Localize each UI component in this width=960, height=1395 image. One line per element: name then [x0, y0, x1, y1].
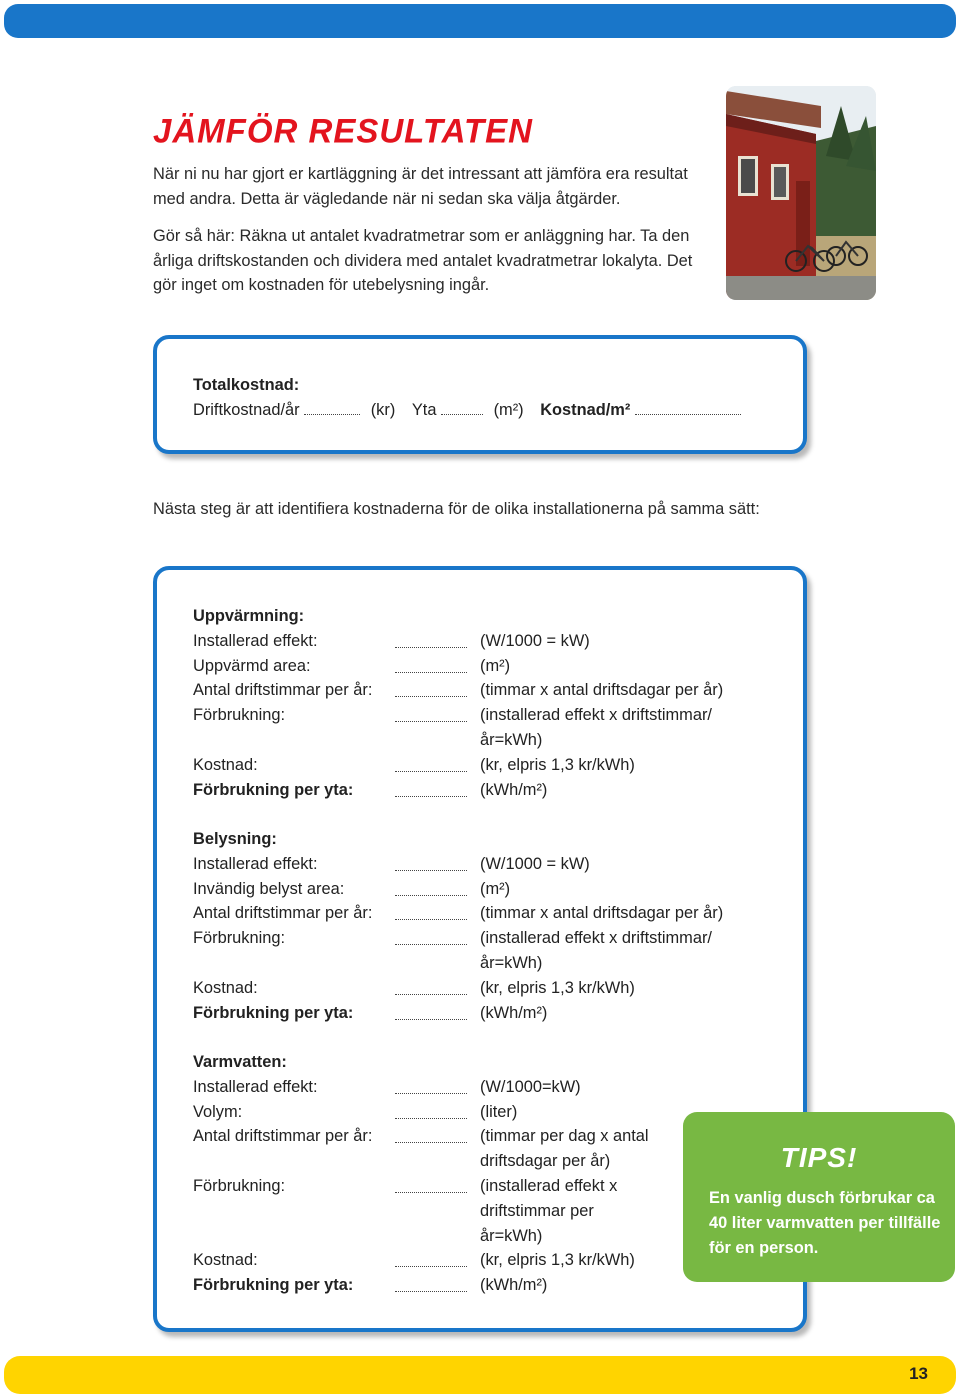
area-blank[interactable]	[441, 401, 483, 415]
footer-bar	[4, 1356, 956, 1394]
input-blank[interactable]	[395, 758, 467, 772]
row-unit: (kr, elpris 1,3 kr/kWh)	[480, 978, 635, 997]
form-row	[193, 678, 793, 703]
tips-text: En vanlig dusch förbrukar ca 40 liter varmvatten per tillfälle för en person.	[709, 1189, 941, 1257]
row-unit: (kWh/m²)	[480, 780, 548, 799]
hotwater-heading: Varmvatten:	[193, 1053, 287, 1071]
input-blank[interactable]	[395, 906, 467, 920]
page-title: JÄMFÖR RESULTATEN	[153, 111, 533, 150]
input-blank[interactable]	[395, 1253, 467, 1267]
row-label: Installerad effekt:	[193, 1077, 318, 1096]
row-unit: (W/1000=kW)	[480, 1077, 581, 1096]
input-blank[interactable]	[395, 1129, 467, 1143]
tips-box	[683, 1112, 955, 1282]
row-label: Installerad effekt:	[193, 854, 318, 873]
house-photo	[726, 86, 876, 300]
row-label: Förbrukning per yta:	[193, 1276, 354, 1295]
input-blank[interactable]	[395, 659, 467, 673]
total-cost-form	[193, 373, 741, 423]
input-blank[interactable]	[395, 683, 467, 697]
form-row	[193, 926, 793, 976]
form-row	[193, 753, 793, 778]
row-unit: (W/1000 = kW)	[480, 631, 590, 650]
input-blank[interactable]	[395, 1105, 467, 1119]
intro-text	[153, 162, 713, 311]
total-cost-row	[193, 398, 741, 423]
cost-per-m2-blank[interactable]	[635, 401, 741, 415]
row-label: Förbrukning per yta:	[193, 780, 354, 799]
input-blank[interactable]	[395, 882, 467, 896]
row-label: Förbrukning per yta:	[193, 1003, 354, 1022]
total-cost-box	[153, 335, 807, 454]
form-row	[193, 778, 793, 803]
row-unit: (kr, elpris 1,3 kr/kWh)	[480, 755, 635, 774]
row-unit: (W/1000 = kW)	[480, 854, 590, 873]
input-blank[interactable]	[395, 1179, 467, 1193]
form-row	[193, 629, 793, 654]
row-unit: (installerad effekt x driftstimmar/ år=kWh)	[480, 929, 712, 972]
row-unit: (kr, elpris 1,3 kr/kWh)	[480, 1251, 635, 1270]
form-row	[193, 654, 793, 679]
row-label: Antal driftstimmar per år:	[193, 1127, 373, 1146]
form-row	[193, 703, 793, 753]
top-color-bar	[4, 4, 956, 38]
row-label: Kostnad:	[193, 1251, 258, 1270]
input-blank[interactable]	[395, 857, 467, 871]
row-unit: (kWh/m²)	[480, 1276, 548, 1295]
operating-cost-label: Driftkostnad/år	[193, 401, 300, 419]
row-unit: (installerad effekt x driftstimmar/ år=kWh)	[480, 706, 712, 749]
input-blank[interactable]	[395, 708, 467, 722]
row-unit: (timmar x antal driftsdagar per år)	[480, 681, 724, 700]
row-label: Installerad effekt:	[193, 631, 318, 650]
row-unit: (liter)	[480, 1102, 518, 1121]
row-unit: (timmar per dag x antal driftsdagar per år)	[480, 1127, 649, 1171]
row-label: Förbrukning:	[193, 1176, 286, 1195]
row-label: Förbrukning:	[193, 929, 286, 948]
heating-section	[193, 604, 793, 802]
row-label: Volym:	[193, 1102, 243, 1121]
intro-paragraph: Gör så här: Räkna ut antalet kvadratmetrar som er anläggning har. Ta den årliga driftskostanden och dividera med antalet kvadratmetrar lokalyta. Det gör inget om kostnaden för utebelysning ingår.	[153, 227, 693, 294]
input-blank[interactable]	[395, 1278, 467, 1292]
row-unit: (m²)	[480, 879, 511, 898]
row-label: Kostnad:	[193, 755, 258, 774]
total-cost-heading: Totalkostnad:	[193, 376, 300, 394]
row-unit: (timmar x antal driftsdagar per år)	[480, 904, 724, 923]
area-label: Yta	[411, 401, 437, 419]
form-row	[193, 1075, 793, 1100]
row-label: Uppvärmd area:	[193, 656, 311, 675]
lighting-section	[193, 827, 793, 1025]
input-blank[interactable]	[395, 981, 467, 995]
tips-heading: TIPS!	[780, 1142, 858, 1173]
row-unit: (kWh/m²)	[480, 1003, 548, 1022]
row-label: Antal driftstimmar per år:	[193, 681, 373, 700]
operating-cost-unit: (kr)	[370, 401, 396, 419]
operating-cost-blank[interactable]	[304, 401, 360, 415]
page-number: 13	[909, 1364, 928, 1383]
form-row	[193, 901, 793, 926]
next-step-text: Nästa steg är att identifiera kostnaderna för de olika installationerna på samma sätt:	[153, 500, 760, 518]
input-blank[interactable]	[395, 1006, 467, 1020]
cost-per-m2-label: Kostnad/m²	[540, 401, 631, 419]
form-row	[193, 877, 793, 902]
input-blank[interactable]	[395, 931, 467, 945]
row-label: Antal driftstimmar per år:	[193, 904, 373, 923]
row-label: Invändig belyst area:	[193, 879, 345, 898]
row-unit: (installerad effekt x driftstimmar per år=kWh)	[480, 1176, 618, 1245]
input-blank[interactable]	[395, 783, 467, 797]
row-label: Förbrukning:	[193, 706, 286, 725]
form-row	[193, 1001, 793, 1026]
heating-heading: Uppvärmning:	[193, 607, 305, 625]
input-blank[interactable]	[395, 634, 467, 648]
row-label: Kostnad:	[193, 978, 258, 997]
input-blank[interactable]	[395, 1080, 467, 1094]
area-unit: (m²)	[493, 401, 524, 419]
row-unit: (m²)	[480, 656, 511, 675]
form-row	[193, 976, 793, 1001]
intro-paragraph: När ni nu har gjort er kartläggning är det intressant att jämföra era resultat med andra. Detta är vägledande när ni sedan ska välja åtgärder.	[153, 165, 688, 208]
lighting-heading: Belysning:	[193, 830, 277, 848]
form-row	[193, 852, 793, 877]
